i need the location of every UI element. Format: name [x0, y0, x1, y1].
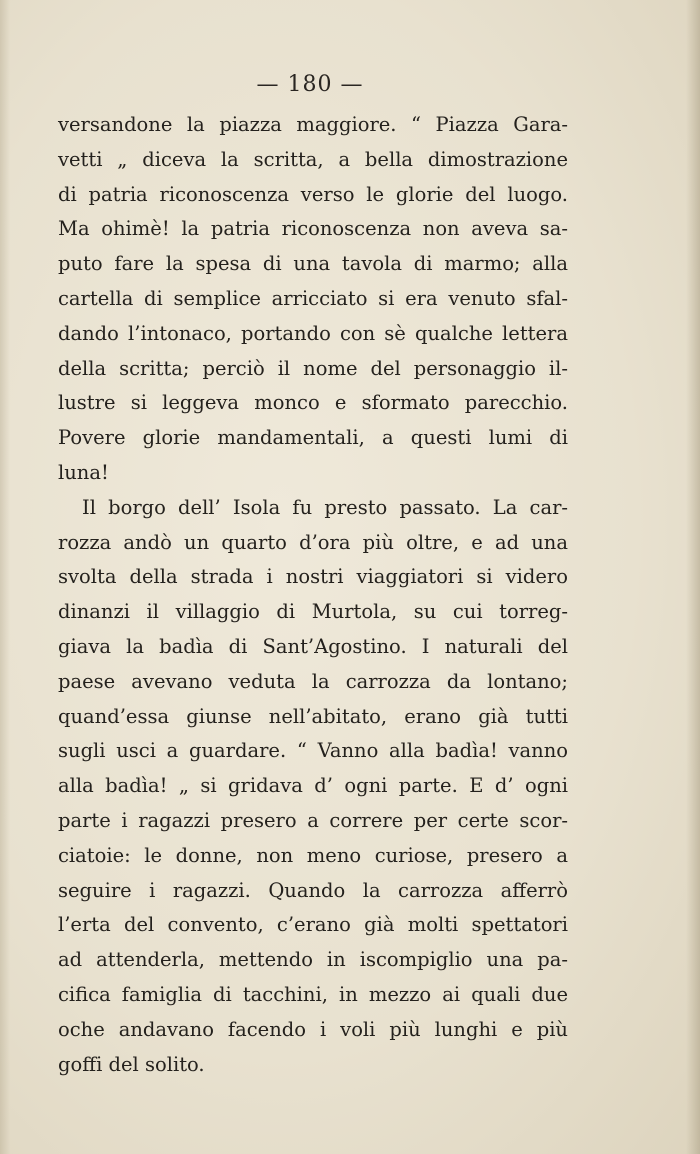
- text-line: alla badìa! „ si gridava d’ ogni parte. E d’ ogni: [58, 774, 568, 798]
- text-line: ciatoie: le donne, non meno curiose, presero a: [58, 843, 568, 867]
- text-line: cartella di semplice arricciato si era venuto sfal-: [58, 286, 568, 310]
- text-line: lustre si leggeva monco e sformato parecchio.: [58, 391, 568, 415]
- page-left-shadow: [0, 0, 10, 1154]
- page-right-shadow: [686, 0, 700, 1154]
- text-line: Il borgo dell’ Isola fu presto passato. La car-: [82, 495, 568, 519]
- page-body-text: [58, 108, 568, 1082]
- text-line: vetti „ diceva la scritta, a bella dimostrazione: [58, 147, 568, 171]
- text-line: paese avevano veduta la carrozza da lontano;: [58, 669, 568, 693]
- text-line: luna!: [58, 460, 109, 484]
- text-line: dinanzi il villaggio di Murtola, su cui torreg-: [58, 600, 568, 624]
- text-line: quand’essa giunse nell’abitato, erano già tutti: [58, 704, 568, 728]
- text-line: della scritta; perciò il nome del personaggio il-: [58, 356, 568, 380]
- text-line: l’erta del convento, c’erano già molti spettatori: [58, 913, 568, 937]
- text-line: versandone la piazza maggiore. “ Piazza Gara-: [58, 113, 568, 136]
- text-line: ad attenderla, mettendo in iscompiglio una pa-: [58, 948, 568, 972]
- text-line: svolta della strada i nostri viaggiatori si videro: [58, 565, 568, 589]
- text-line: cifica famiglia di tacchini, in mezzo ai quali due: [58, 982, 568, 1006]
- text-line: seguire i ragazzi. Quando la carrozza afferrò: [58, 878, 568, 902]
- text-line: parte i ragazzi presero a correre per certe scor-: [58, 808, 568, 832]
- text-line: goffi del solito.: [58, 1052, 205, 1076]
- text-line: oche andavano facendo i voli più lunghi e più: [58, 1017, 568, 1041]
- text-line: dando l’intonaco, portando con sè qualche lettera: [58, 321, 568, 345]
- text-line: sugli usci a guardare. “ Vanno alla badìa! vanno: [58, 739, 568, 763]
- text-line: Ma ohimè! la patria riconoscenza non aveva sa-: [58, 217, 568, 241]
- text-line: rozza andò un quarto d’ora più oltre, e ad una: [58, 530, 568, 554]
- text-line: di patria riconoscenza verso le glorie del luogo.: [58, 182, 568, 206]
- text-line: Povere glorie mandamentali, a questi lumi di: [58, 426, 568, 450]
- page-number: — 180 —: [256, 72, 364, 97]
- text-line: puto fare la spesa di una tavola di marmo; alla: [58, 252, 568, 276]
- text-line: giava la badìa di Sant’Agostino. I naturali del: [58, 634, 568, 658]
